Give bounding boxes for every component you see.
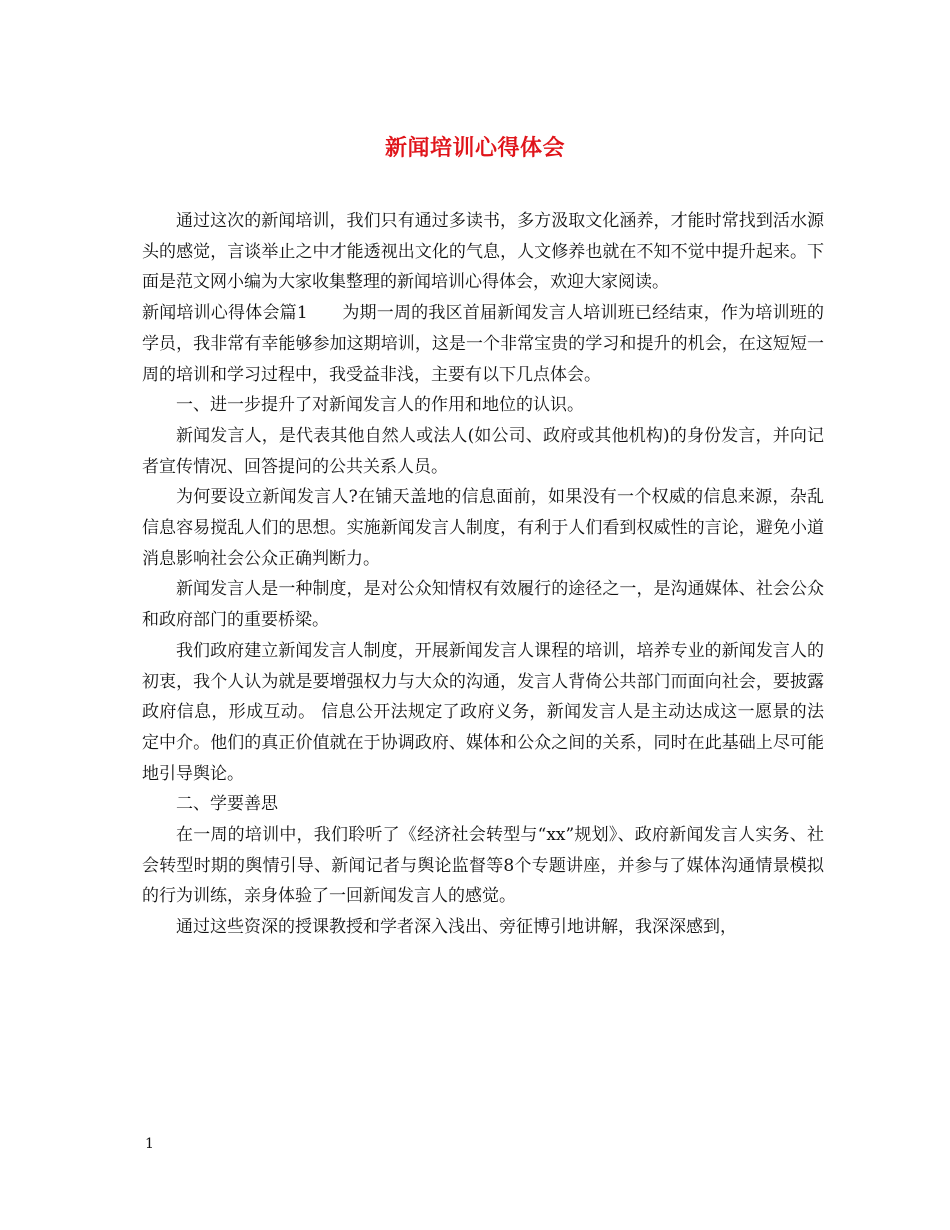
paragraph-lectures: 通过这些资深的授课教授和学者深入浅出、旁征博引地讲解，我深深感到， [176, 917, 737, 938]
document-title: 新闻培训心得体会 [384, 135, 565, 161]
paragraph-intro: 通过这次的新闻培训，我们只有通过多读书，多方汲取文化涵养，才能时常找到活水源头的感觉，言谈举止之中才能透视出文化的气息，人文修养也就在不知不觉中提升起来。下面是范文网小编为大家收集整理的新闻培训心得体会，欢迎大家阅读。 [142, 211, 824, 293]
paragraph-why-spokesperson: 为何要设立新闻发言人?在铺天盖地的信息面前，如果没有一个权威的信息来源，杂乱信息容易搅乱人们的思想。实施新闻发言人制度，有利于人们看到权威性的言论，避免小道消息影响社会公众正确判断力。 [142, 487, 824, 569]
paragraph-article-1-opening: 新闻培训心得体会篇1 为期一周的我区首届新闻发言人培训班已经结束，作为培训班的学员，我非常有幸能够参加这期培训，这是一个非常宝贵的学习和提升的机会，在这短短一周的培训和学习过程中，我受益非浅，主要有以下几点体会。 [142, 303, 824, 385]
paragraph-definition: 新闻发言人，是代表其他自然人或法人(如公司、政府或其他机构)的身份发言，并向记者宣传情况、回答提问的公共关系人员。 [142, 425, 824, 477]
section-heading-2: 二、学要善思 [176, 794, 278, 815]
page-number: 1 [145, 1136, 154, 1152]
paragraph-training: 在一周的培训中，我们聆听了《经济社会转型与“xx”规划》、政府新闻发言人实务、社会转型时期的舆情引导、新闻记者与舆论监督等8个专题讲座，并参与了媒体沟通情景模拟的行为训练，亲身体验了一回新闻发言人的感觉。 [142, 825, 824, 907]
section-heading-1: 一、进一步提升了对新闻发言人的作用和地位的认识。 [176, 395, 584, 416]
paragraph-government: 我们政府建立新闻发言人制度，开展新闻发言人课程的培训，培养专业的新闻发言人的初衷，我个人认为就是要增强权力与大众的沟通，发言人背倚公共部门而面向社会，要披露政府信息，形成互动。 信息公开法规定了政府义务，新闻发言人是主动达成这一愿景的法定中介。他们的真正价值就在于协调政府、媒体和公众之间的关系，同时在此基础上尽可能地引导舆论。 [142, 640, 824, 784]
document-body [142, 206, 824, 943]
paragraph-system: 新闻发言人是一种制度，是对公众知情权有效履行的途径之一，是沟通媒体、社会公众和政府部门的重要桥梁。 [142, 579, 824, 631]
